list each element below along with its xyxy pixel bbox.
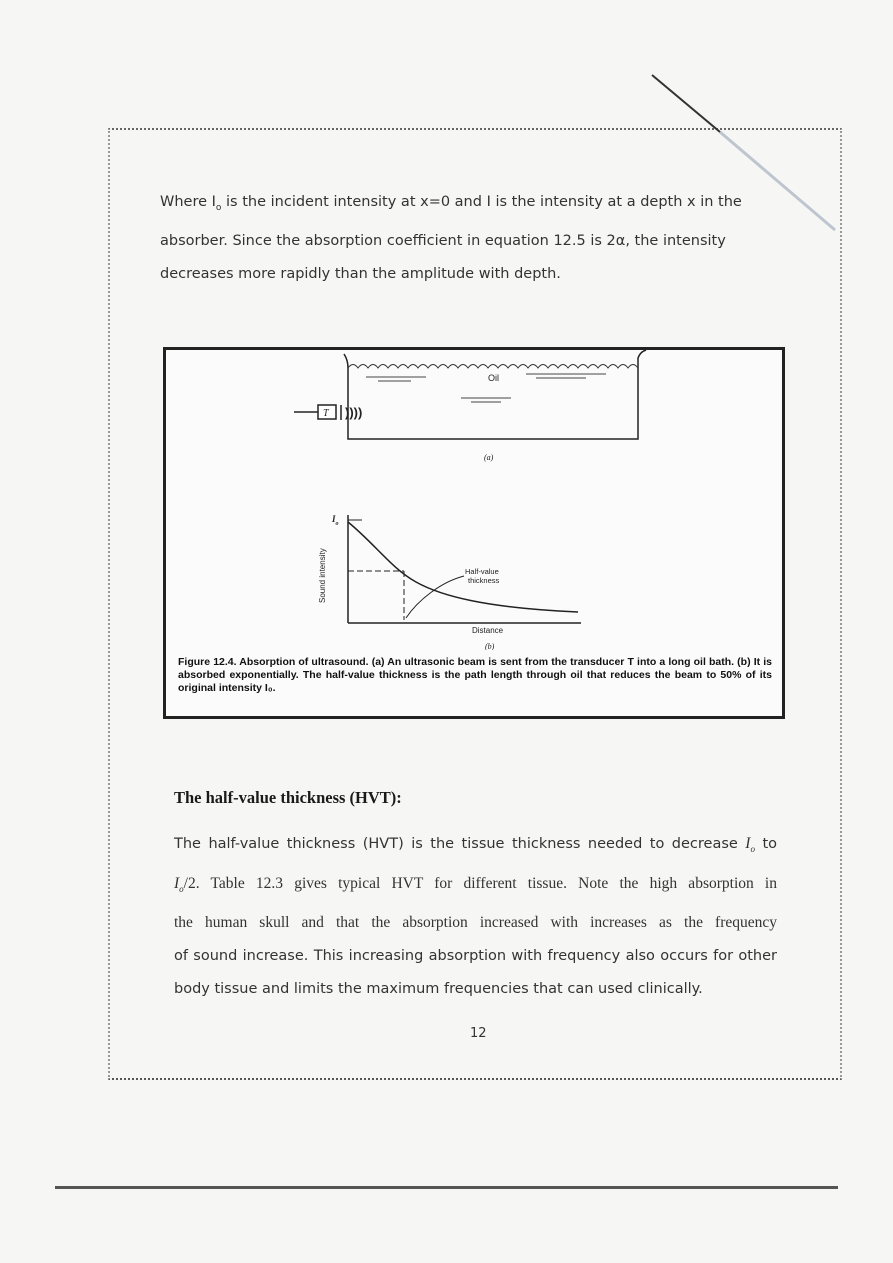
- hvt-paragraph: [174, 827, 777, 1007]
- half-value-annotation: Half-value thickness: [465, 567, 500, 585]
- transducer: [294, 405, 341, 420]
- hvt-line-5: body tissue and limits the maximum frequencies that can used clinically.: [174, 981, 703, 998]
- y-start-label: $I_o$: [332, 514, 339, 527]
- figure-12-4: [163, 347, 785, 719]
- ultrasound-beam: )))): [345, 405, 363, 420]
- hvt-line-1: The half-value thickness (HVT) is the tissue thickness needed to decrease $I_o$ to: [174, 835, 778, 855]
- panel-a-label: (a): [484, 453, 494, 462]
- page-number: 12: [470, 1026, 487, 1041]
- oil-tank: [344, 350, 646, 439]
- figure-caption: Figure 12.4. Absorption of ultrasound. (a) An ultrasonic beam is sent from the transducer T into a long oil bath. (b) It is absorbed exponentially. The half-value thickness is the path length through oil that reduces the beam to 50% of its original intensity I₀.: [178, 656, 772, 694]
- section-heading: The half-value thickness (HVT):: [174, 788, 402, 807]
- hvt-line-2: $I_o/2$. Table 12.3 gives typical HVT for different tissue. Note the high absorption in: [174, 874, 777, 894]
- panel-b-label: (b): [485, 642, 495, 650]
- page-bottom-edge: [55, 1186, 838, 1189]
- intro-paragraph: [160, 186, 770, 291]
- oil-label: Oil: [488, 373, 499, 383]
- intro-line-1: Where $I_o$ is the incident intensity at x=0 and I is the intensity at a depth x in the: [160, 194, 742, 213]
- y-axis-label: Sound intensity: [318, 548, 327, 603]
- hvt-line-4: of sound increase. This increasing absorption with frequency also occurs for other: [174, 947, 777, 964]
- hvt-line-3: the human skull and that the absorption increased with increases as the frequency: [174, 914, 777, 932]
- transducer-label: T: [323, 408, 329, 419]
- intro-line-2: absorber. Since the absorption coefficient in equation 12.5 is 2α, the intensity: [160, 232, 726, 249]
- x-axis-label: Distance: [472, 626, 504, 635]
- decay-curve: [348, 522, 578, 612]
- figure-drawing: [166, 350, 776, 650]
- intro-line-3: decreases more rapidly than the amplitude with depth.: [160, 265, 561, 282]
